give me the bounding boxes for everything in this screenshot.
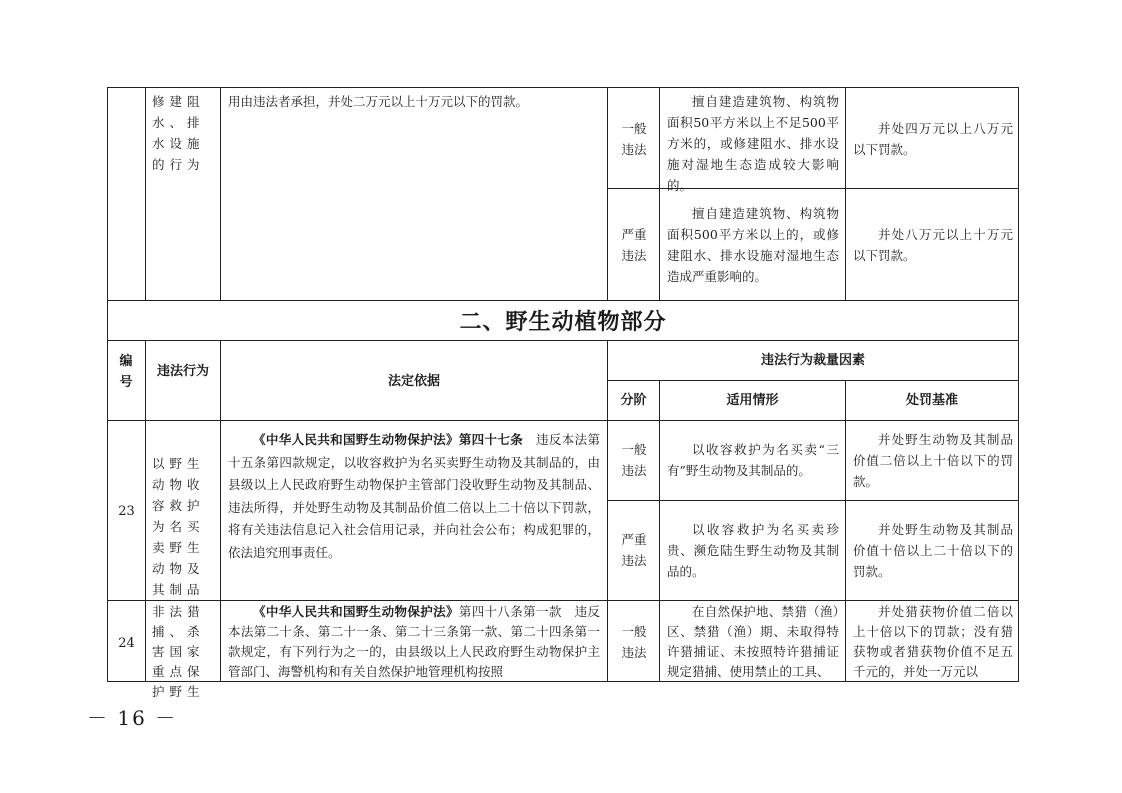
header-basis: 法定依据 (387, 374, 440, 389)
header-number-cell (107, 340, 146, 421)
header-behavior-cell (145, 340, 221, 421)
header-situation-cell (659, 380, 846, 421)
row23-behavior-cell (145, 420, 221, 601)
row24-penalty-cell-1 (845, 600, 1019, 682)
top-behavior-cell (145, 87, 221, 301)
top-penalty-text-2: 并处八万元以上十万元以下罚款。 (853, 227, 1013, 263)
top-number-cell (107, 87, 146, 301)
top-level-label-2: 严重违法 (621, 227, 647, 263)
row23-level-cell-1 (607, 420, 660, 501)
row24-basis-title: 《中华人民共和国野生动物保护法》 (253, 604, 459, 619)
row24-basis (228, 602, 600, 682)
row23-basis (228, 429, 600, 564)
top-penalty-cell-2 (845, 188, 1019, 301)
row23-situation-1: 以收容救护为名买卖“三有”野生动物及其制品的。 (667, 442, 839, 478)
row23-level-cell-2 (607, 500, 660, 601)
header-number: 编号 (119, 354, 133, 390)
row24-level-1: 一般违法 (621, 624, 647, 660)
row23-situation-cell-1 (659, 420, 846, 501)
row23-level-2: 严重违法 (621, 532, 647, 568)
row23-number-cell (107, 420, 146, 601)
page-number: － 16 － (87, 706, 178, 730)
row23-situation-2: 以收容救护为名买卖珍贵、濒危陆生野生动物及其制品的。 (667, 522, 839, 579)
row23-penalty-2: 并处野生动物及其制品价值十倍以上二十倍以下的罚款。 (853, 522, 1013, 579)
top-basis-cell (220, 87, 608, 301)
top-situation-cell-2 (659, 188, 846, 301)
row23-level-1: 一般违法 (621, 442, 647, 478)
header-level: 分阶 (620, 393, 647, 408)
row24-number: 24 (118, 636, 135, 651)
row24-number-cell (107, 600, 146, 682)
header-situation: 适用情形 (726, 393, 779, 408)
top-basis-text: 用由违法者承担，并处二万元以上十万元以下的罚款。 (228, 94, 529, 109)
top-situation-cell-1 (659, 87, 846, 193)
header-level-cell (607, 380, 660, 421)
row24-behavior-cell (145, 600, 221, 699)
row24-situation-1: 在自然保护地、禁猎（渔）区、禁猎（渔）期、未取得特许猎捕证、未按照特许猎捕证规定猎捕、使用禁止的工具、 (667, 604, 839, 679)
row23-basis-cell (220, 420, 608, 601)
header-factors: 违法行为裁量因素 (760, 353, 865, 368)
row23-number: 23 (118, 504, 135, 519)
row23-penalty-1: 并处野生动物及其制品价值二倍以上十倍以下的罚款。 (853, 432, 1013, 489)
row23-basis-title: 《中华人民共和国野生动物保护法》第四十七条 (253, 432, 524, 447)
row24-basis-text: 第四十八条第一款 违反本法第二十条、第二十一条、第二十三条第一款、第二十四条第一款规定，有下列行为之一的，由县级以上人民政府野生动物保护主管部门、海警机构和有关自然保护地管理机构按照 (228, 604, 600, 679)
row24-penalty-1: 并处猎获物价值二倍以上十倍以下的罚款；没有猎获物或者猎获物价值不足五千元的，并处一万元以 (853, 604, 1013, 679)
row23-penalty-cell-1 (845, 420, 1019, 501)
row23-behavior: 以野生动物收容救护为名买卖野生动物及其制品 (152, 456, 205, 597)
top-level-label-1: 一般违法 (621, 121, 647, 157)
header-penalty-cell (845, 380, 1019, 421)
row24-level-cell-1 (607, 600, 660, 682)
top-situation-text-2: 擅自建造建筑物、构筑物面积500平方米以上的，或修建阻水、排水设施对湿地生态造成严重影响的。 (667, 206, 839, 284)
header-behavior: 违法行为 (156, 364, 209, 379)
row24-basis-cell (220, 600, 608, 682)
header-factors-cell (607, 340, 1019, 381)
header-penalty: 处罚基准 (905, 393, 958, 408)
top-situation-text-1: 擅自建造建筑物、构筑物面积50平方米以上不足500平方米的，或修建阻水、排水设施对湿地生态造成较大影响的。 (667, 94, 839, 193)
top-penalty-text-1: 并处四万元以上八万元以下罚款。 (853, 121, 1013, 157)
row23-penalty-cell-2 (845, 500, 1019, 601)
row24-behavior: 非法猎捕、杀害国家重点保护野生 (152, 604, 205, 699)
top-level-cell-1 (607, 87, 660, 189)
top-penalty-cell-1 (845, 87, 1019, 189)
section-title: 二、野生动植物部分 (459, 308, 667, 335)
row24-situation-cell-1 (659, 600, 846, 682)
header-basis-cell (220, 340, 608, 421)
top-behavior-text: 修建阻水、排水设施的行为 (152, 94, 205, 172)
row23-basis-text: 违反本法第十五条第四款规定，以收容救护为名买卖野生动物及其制品的，由县级以上人民政府野生动物保护主管部门没收野生动物及其制品、违法所得，并处野生动物及其制品价值二倍以上二十倍以下罚款，将有关违法信息记入社会信用记录，并向社会公布；构成犯罪的，依法追究刑事责任。 (228, 432, 600, 560)
top-level-cell-2 (607, 188, 660, 301)
row23-situation-cell-2 (659, 500, 846, 601)
